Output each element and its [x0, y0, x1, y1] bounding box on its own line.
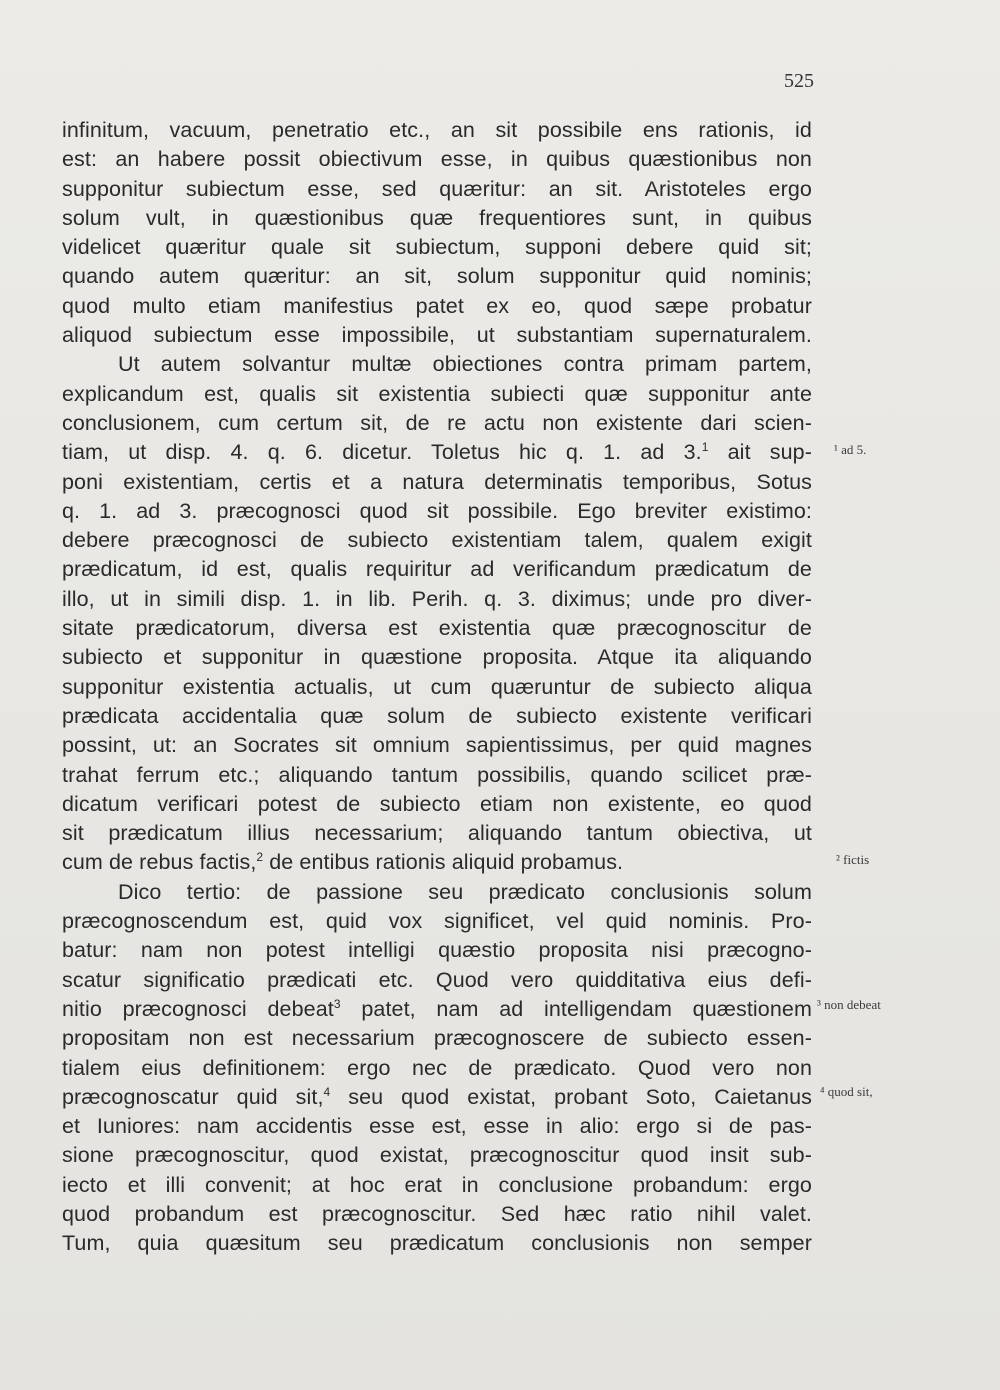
text-segment: ait sup-: [708, 440, 812, 465]
text-line: et Iuniores: nam accidentis esse est, esse in alio: ergo si de pas-: [62, 1114, 812, 1139]
text-line: Ut autem solvantur multæ obiectiones contra primam partem,: [118, 352, 812, 377]
text-line: explicandum est, qualis sit existentia subiecti quæ supponitur ante: [62, 381, 812, 406]
text-line: sit prædicatum illius necessarium; aliquando tantum obiectiva, ut: [62, 821, 812, 846]
margin-note-4: ⁴ quod sit,: [820, 1084, 873, 1099]
text-segment: patet, nam ad intelligendam quæstionem: [340, 996, 812, 1021]
text-line: supponitur existentia actualis, ut cum quæruntur de subiecto aliqua: [62, 674, 812, 699]
text-line: tialem eius definitionem: ergo nec de prædicato. Quod vero non: [62, 1055, 812, 1080]
text-line: Tum, quia quæsitum seu prædicatum conclusionis non semper: [62, 1231, 812, 1256]
footnote-marker: 2: [256, 850, 264, 865]
text-line: batur: nam non potest intelligi quæstio proposita nisi præcogno-: [62, 938, 812, 963]
footnote-marker: 3: [333, 996, 341, 1011]
text-segment: præcognoscatur quid sit,: [62, 1084, 324, 1109]
margin-note-1: ¹ ad 5.: [834, 442, 867, 457]
page-number: 525: [784, 70, 814, 92]
text-segment: tiam, ut disp. 4. q. 6. dicetur. Toletus hic q. 1. ad 3.: [62, 440, 702, 465]
text-segment: cum de rebus factis,: [62, 850, 257, 875]
body-text: [62, 116, 812, 1259]
text-line: Dico tertio: de passione seu prædicato conclusionis solum: [118, 879, 812, 904]
text-line: prædicata accidentalia quæ solum de subiecto existente verificari: [62, 703, 812, 728]
text-line: poni existentiam, certis et a natura determinatis temporibus, Sotus: [62, 469, 812, 494]
text-line: aliquod subiectum esse impossibile, ut substantiam supernaturalem.: [62, 323, 812, 348]
text-line: infinitum, vacuum, penetratio etc., an sit possibile ens rationis, id: [62, 118, 812, 142]
text-line: iecto et illi convenit; at hoc erat in conclusione probandum: ergo: [62, 1172, 812, 1197]
text-line-with-footnote: [62, 995, 812, 1024]
text-line-with-footnote: [62, 438, 812, 467]
text-line: quando autem quæritur: an sit, solum supponitur quid nominis;: [62, 264, 812, 289]
margin-note-3: ³ non debeat: [817, 997, 881, 1012]
text-line: supponitur subiectum esse, sed quæritur: an sit. Aristoteles ergo: [62, 176, 812, 201]
text-line: solum vult, in quæstionibus quæ frequentiores sunt, in quibus: [62, 205, 812, 230]
text-line: dicatum verificari potest de subiecto etiam non existente, eo quod: [62, 791, 812, 816]
text-line: præcognoscendum est, quid vox significet, vel quid nominis. Pro-: [62, 909, 812, 934]
text-line: trahat ferrum etc.; aliquando tantum possibilis, quando scilicet præ-: [62, 762, 812, 787]
text-line: propositam non est necessarium præcognoscere de subiecto essen-: [62, 1026, 812, 1051]
text-line: prædicatum, id est, qualis requiritur ad verificandum prædicatum de: [62, 557, 812, 582]
text-line: scatur significatio prædicati etc. Quod vero quidditativa eius defi-: [62, 967, 812, 992]
text-segment: de entibus rationis aliquid probamus.: [263, 850, 624, 875]
text-line: possint, ut: an Socrates sit omnium sapientissimus, per quid magnes: [62, 733, 812, 758]
text-segment: nitio præcognosci debeat: [62, 996, 334, 1021]
text-line: subiecto et supponitur in quæstione proposita. Atque ita aliquando: [62, 645, 812, 670]
text-line: illo, ut in simili disp. 1. in lib. Perih. q. 3. diximus; unde pro diver-: [62, 586, 812, 611]
text-line: quod multo etiam manifestius patet ex eo, quod sæpe probatur: [62, 293, 812, 318]
text-line: q. 1. ad 3. præcognosci quod sit possibile. Ego breviter existimo:: [62, 498, 812, 523]
margin-note-2: ² fictis: [836, 852, 870, 867]
text-line: sitate prædicatorum, diversa est existentia quæ præcognoscitur de: [62, 616, 812, 641]
footnote-marker: 1: [701, 440, 709, 455]
text-line-with-footnote: [62, 1083, 812, 1112]
text-line: conclusionem, cum certum sit, de re actu non existente dari scien-: [62, 410, 812, 435]
text-line: est: an habere possit obiectivum esse, in quibus quæstionibus non: [62, 147, 812, 172]
text-line: debere præcognosci de subiecto existentiam talem, qualem exigit: [62, 528, 812, 553]
text-line: quod probandum est præcognoscitur. Sed hæc ratio nihil valet.: [62, 1201, 812, 1226]
footnote-marker: 4: [323, 1084, 331, 1099]
text-line: sione præcognoscitur, quod existat, præcognoscitur quod insit sub-: [62, 1143, 812, 1168]
text-line-with-footnote: [62, 848, 812, 877]
text-segment: seu quod existat, probant Soto, Caietanus: [330, 1084, 812, 1109]
text-line: videlicet quæritur quale sit subiectum, supponi debere quid sit;: [62, 235, 812, 260]
